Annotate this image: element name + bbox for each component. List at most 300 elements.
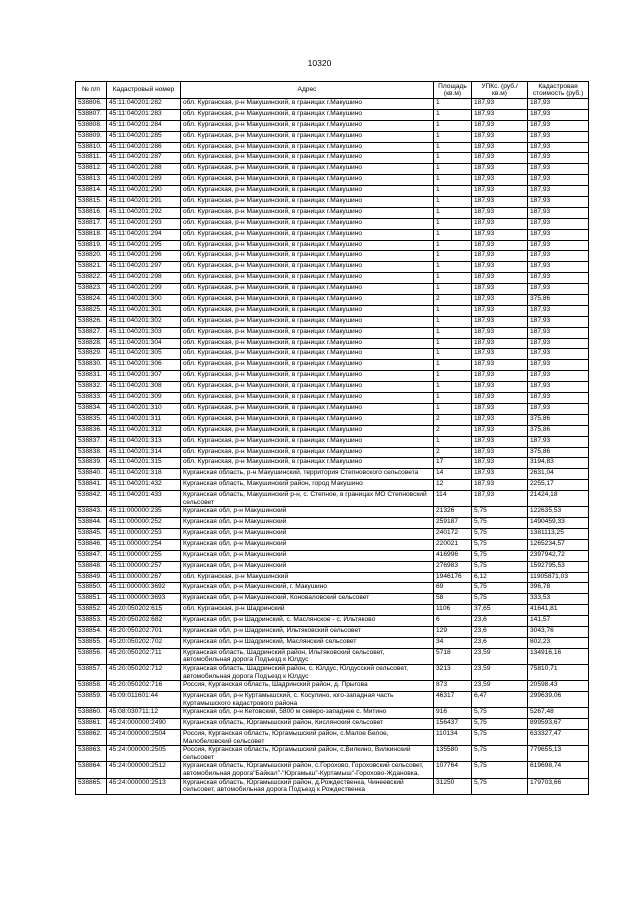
address-cell: обл. Курганская, р-н Макушинский, в границах г.Макушино xyxy=(181,273,434,284)
area-cell: 110134 xyxy=(434,730,472,746)
row-number-cell: 538855. xyxy=(76,637,107,648)
area-cell: 1 xyxy=(434,218,472,229)
address-cell: обл. Курганская, р-н Макушинский, в границах г.Макушино xyxy=(181,251,434,262)
row-number-cell: 538858. xyxy=(76,681,107,692)
row-number-cell: 538845. xyxy=(76,529,107,540)
area-cell: 873 xyxy=(434,681,472,692)
address-cell: обл. Курганская, р-н Макушинский, в границах г.Макушино xyxy=(181,207,434,218)
area-cell: 5718 xyxy=(434,648,472,664)
cadastral-number-cell: 45:11:000000:235 xyxy=(107,507,181,518)
table-row xyxy=(76,262,589,273)
upks-cell: 187,93 xyxy=(472,436,528,447)
value-cell: 619698,74 xyxy=(528,762,589,778)
address-cell: Курганская область, Юргамышский район, д.Рождественка, Чинеевский сельсовет, автомобильная дорога Подъезд к Рождественка xyxy=(181,778,434,794)
cadastral-number-cell: 45:24:000000:2490 xyxy=(107,719,181,730)
table-row xyxy=(76,746,589,762)
area-cell: 34 xyxy=(434,637,472,648)
row-number-cell: 538822. xyxy=(76,273,107,284)
table-row xyxy=(76,762,589,778)
address-cell: обл. Курганская, р-н Макушинский, в границах г.Макушино xyxy=(181,229,434,240)
area-cell: 6 xyxy=(434,616,472,627)
table-row xyxy=(76,327,589,338)
row-number-cell: 538825. xyxy=(76,305,107,316)
cadastral-number-cell: 45:11:040201:292 xyxy=(107,207,181,218)
value-cell: 187,93 xyxy=(528,360,589,371)
upks-cell: 187,93 xyxy=(472,175,528,186)
row-number-cell: 538831. xyxy=(76,371,107,382)
table-row xyxy=(76,529,589,540)
row-number-cell: 538864. xyxy=(76,762,107,778)
cadastral-number-cell: 45:24:000000:2505 xyxy=(107,746,181,762)
address-cell: Курганская область, Юргамышский район, Кислянский сельсовет xyxy=(181,719,434,730)
cadastral-number-cell: 45:20:050202:716 xyxy=(107,681,181,692)
table-row xyxy=(76,778,589,794)
header-cadastral-number: Кадастровый номер xyxy=(107,82,181,99)
page-number: 10320 xyxy=(307,58,332,68)
cadastral-number-cell: 45:11:000000:3692 xyxy=(107,583,181,594)
table-row xyxy=(76,218,589,229)
value-cell: 3043,76 xyxy=(528,627,589,638)
address-cell: обл. Курганская, р-н Макушинский, в границах г.Макушино xyxy=(181,99,434,110)
area-cell: 107764 xyxy=(434,762,472,778)
cadastral-number-cell: 45:11:000000:267 xyxy=(107,572,181,583)
value-cell: 20598,43 xyxy=(528,681,589,692)
address-cell: обл. Курганская, р-н Макушинский, в границах г.Макушино xyxy=(181,295,434,306)
value-cell: 2255,17 xyxy=(528,480,589,491)
address-cell: Курганская обл, р-н Макушинский xyxy=(181,507,434,518)
row-number-cell: 538807. xyxy=(76,109,107,120)
area-cell: 46317 xyxy=(434,692,472,708)
address-cell: обл. Курганская, р-н Макушинский xyxy=(181,572,434,583)
value-cell: 187,93 xyxy=(528,436,589,447)
value-cell: 3194,83 xyxy=(528,458,589,469)
row-number-cell: 538833. xyxy=(76,393,107,404)
row-number-cell: 538823. xyxy=(76,284,107,295)
area-cell: 240172 xyxy=(434,529,472,540)
upks-cell: 5,75 xyxy=(472,594,528,605)
address-cell: Курганская обл, р-н Шадринский, Маслянский сельсовет xyxy=(181,637,434,648)
table-row xyxy=(76,338,589,349)
address-cell: обл. Курганская, р-н Макушинский, в границах г.Макушино xyxy=(181,120,434,131)
area-cell: 69 xyxy=(434,583,472,594)
row-number-cell: 538810. xyxy=(76,142,107,153)
area-cell: 1 xyxy=(434,305,472,316)
header-number: № п/п xyxy=(76,82,107,99)
row-number-cell: 538821. xyxy=(76,262,107,273)
value-cell: 187,93 xyxy=(528,99,589,110)
area-cell: 2 xyxy=(434,425,472,436)
upks-cell: 187,93 xyxy=(472,327,528,338)
value-cell: 41641,81 xyxy=(528,605,589,616)
row-number-cell: 538813. xyxy=(76,175,107,186)
row-number-cell: 538863. xyxy=(76,746,107,762)
table-row xyxy=(76,251,589,262)
cadastral-number-cell: 45:20:050202:615 xyxy=(107,605,181,616)
upks-cell: 187,93 xyxy=(472,316,528,327)
value-cell: 187,93 xyxy=(528,262,589,273)
address-cell: Россия, Курганская область, Юргамышский район, с.Малое Белое, Малобеловский сельсовет xyxy=(181,730,434,746)
area-cell: 12 xyxy=(434,480,472,491)
value-cell: 187,93 xyxy=(528,273,589,284)
upks-cell: 187,93 xyxy=(472,480,528,491)
area-cell: 1 xyxy=(434,284,472,295)
area-cell: 259187 xyxy=(434,518,472,529)
area-cell: 3213 xyxy=(434,665,472,681)
address-cell: обл. Курганская, р-н Макушинский, в границах г.Макушино xyxy=(181,327,434,338)
table-row xyxy=(76,240,589,251)
row-number-cell: 538843. xyxy=(76,507,107,518)
cadastral-number-cell: 45:11:040201:306 xyxy=(107,360,181,371)
value-cell: 122635,53 xyxy=(528,507,589,518)
value-cell: 187,93 xyxy=(528,164,589,175)
area-cell: 17 xyxy=(434,458,472,469)
value-cell: 396,78 xyxy=(528,583,589,594)
upks-cell: 187,93 xyxy=(472,469,528,480)
value-cell: 11905871,03 xyxy=(528,572,589,583)
address-cell: Курганская обл, р-н Макушинский, г. Макушино xyxy=(181,583,434,594)
table-row xyxy=(76,186,589,197)
row-number-cell: 538814. xyxy=(76,186,107,197)
upks-cell: 5,75 xyxy=(472,561,528,572)
cadastral-number-cell: 45:24:000000:2512 xyxy=(107,762,181,778)
row-number-cell: 538860. xyxy=(76,708,107,719)
upks-cell: 187,93 xyxy=(472,131,528,142)
row-number-cell: 538846. xyxy=(76,539,107,550)
row-number-cell: 538835. xyxy=(76,414,107,425)
value-cell: 375,86 xyxy=(528,295,589,306)
table-row xyxy=(76,425,589,436)
cadastral-number-cell: 45:11:040201:296 xyxy=(107,251,181,262)
cadastral-number-cell: 45:20:050202:712 xyxy=(107,665,181,681)
area-cell: 1 xyxy=(434,436,472,447)
table-row xyxy=(76,665,589,681)
value-cell: 187,93 xyxy=(528,327,589,338)
upks-cell: 187,93 xyxy=(472,99,528,110)
value-cell: 187,93 xyxy=(528,218,589,229)
table-row xyxy=(76,305,589,316)
area-cell: 1 xyxy=(434,403,472,414)
cadastral-number-cell: 45:20:050202:711 xyxy=(107,648,181,664)
address-cell: обл. Курганская, р-н Макушинский, в границах г.Макушино xyxy=(181,142,434,153)
area-cell: 1 xyxy=(434,251,472,262)
upks-cell: 187,93 xyxy=(472,164,528,175)
value-cell: 299639,06 xyxy=(528,692,589,708)
cadastral-number-cell: 45:11:040201:432 xyxy=(107,480,181,491)
upks-cell: 187,93 xyxy=(472,240,528,251)
area-cell: 1 xyxy=(434,338,472,349)
upks-cell: 23,6 xyxy=(472,616,528,627)
area-cell: 1 xyxy=(434,316,472,327)
upks-cell: 5,75 xyxy=(472,550,528,561)
upks-cell: 5,75 xyxy=(472,730,528,746)
area-cell: 1 xyxy=(434,153,472,164)
area-cell: 1 xyxy=(434,393,472,404)
area-cell: 1 xyxy=(434,240,472,251)
value-cell: 187,93 xyxy=(528,175,589,186)
address-cell: обл. Курганская, р-н Макушинский, в границах г.Макушино xyxy=(181,262,434,273)
row-number-cell: 538829. xyxy=(76,349,107,360)
cadastral-number-cell: 45:20:050202:702 xyxy=(107,637,181,648)
row-number-cell: 538852. xyxy=(76,605,107,616)
cadastral-number-cell: 45:11:040201:314 xyxy=(107,447,181,458)
value-cell: 187,93 xyxy=(528,240,589,251)
value-cell: 2631,04 xyxy=(528,469,589,480)
cadastral-number-cell: 45:11:000000:3693 xyxy=(107,594,181,605)
area-cell: 1 xyxy=(434,229,472,240)
table-row xyxy=(76,648,589,664)
area-cell: 1 xyxy=(434,99,472,110)
cadastral-number-cell: 45:11:040201:307 xyxy=(107,371,181,382)
cadastral-number-cell: 45:11:040201:290 xyxy=(107,186,181,197)
cadastral-number-cell: 45:11:040201:315 xyxy=(107,458,181,469)
upks-cell: 5,75 xyxy=(472,778,528,794)
address-cell: обл. Курганская, р-н Макушинский, в границах г.Макушино xyxy=(181,316,434,327)
table-row xyxy=(76,436,589,447)
address-cell: обл. Курганская, р-н Макушинский, в границах г.Макушино xyxy=(181,153,434,164)
cadastral-number-cell: 45:11:040201:313 xyxy=(107,436,181,447)
table-row xyxy=(76,692,589,708)
row-number-cell: 538827. xyxy=(76,327,107,338)
upks-cell: 187,93 xyxy=(472,295,528,306)
value-cell: 179703,66 xyxy=(528,778,589,794)
table-row xyxy=(76,131,589,142)
area-cell: 1 xyxy=(434,273,472,284)
upks-cell: 5,75 xyxy=(472,746,528,762)
cadastral-number-cell: 45:11:040201:288 xyxy=(107,164,181,175)
value-cell: 187,93 xyxy=(528,251,589,262)
row-number-cell: 538812. xyxy=(76,164,107,175)
table-row xyxy=(76,583,589,594)
area-cell: 916 xyxy=(434,708,472,719)
row-number-cell: 538840. xyxy=(76,469,107,480)
value-cell: 1490459,33 xyxy=(528,518,589,529)
area-cell: 1 xyxy=(434,109,472,120)
address-cell: обл. Курганская, р-н Макушинский, в границах г.Макушино xyxy=(181,458,434,469)
row-number-cell: 538847. xyxy=(76,550,107,561)
table-row xyxy=(76,469,589,480)
address-cell: Курганская обл, р-н Кетовский, 5800 м северо-западнее с. Митино xyxy=(181,708,434,719)
cadastral-number-cell: 45:11:040201:433 xyxy=(107,491,181,507)
upks-cell: 187,93 xyxy=(472,284,528,295)
value-cell: 333,53 xyxy=(528,594,589,605)
row-number-cell: 538830. xyxy=(76,360,107,371)
table-row xyxy=(76,382,589,393)
upks-cell: 5,75 xyxy=(472,507,528,518)
upks-cell: 187,93 xyxy=(472,142,528,153)
area-cell: 31250 xyxy=(434,778,472,794)
area-cell: 220021 xyxy=(434,539,472,550)
upks-cell: 187,93 xyxy=(472,393,528,404)
address-cell: обл. Курганская, р-н Макушинский, в границах г.Макушино xyxy=(181,403,434,414)
upks-cell: 187,93 xyxy=(472,338,528,349)
table-row xyxy=(76,120,589,131)
upks-cell: 187,93 xyxy=(472,229,528,240)
row-number-cell: 538850. xyxy=(76,583,107,594)
upks-cell: 187,93 xyxy=(472,447,528,458)
value-cell: 187,93 xyxy=(528,338,589,349)
table-row xyxy=(76,480,589,491)
cadastral-number-cell: 45:11:040201:301 xyxy=(107,305,181,316)
table-row xyxy=(76,295,589,306)
area-cell: 1 xyxy=(434,207,472,218)
area-cell: 1 xyxy=(434,186,472,197)
cadastral-number-cell: 45:09:011601:44 xyxy=(107,692,181,708)
address-cell: Курганская обл, р-н Макушинский xyxy=(181,561,434,572)
row-number-cell: 538806. xyxy=(76,99,107,110)
area-cell: 1 xyxy=(434,360,472,371)
value-cell: 187,93 xyxy=(528,284,589,295)
value-cell: 375,86 xyxy=(528,414,589,425)
upks-cell: 5,75 xyxy=(472,762,528,778)
value-cell: 1381113,25 xyxy=(528,529,589,540)
address-cell: обл. Курганская, р-н Шадринский xyxy=(181,605,434,616)
upks-cell: 187,93 xyxy=(472,273,528,284)
cadastral-number-cell: 45:11:000000:252 xyxy=(107,518,181,529)
upks-cell: 187,93 xyxy=(472,414,528,425)
upks-cell: 23,6 xyxy=(472,627,528,638)
cadastral-number-cell: 45:11:040201:300 xyxy=(107,295,181,306)
cadastral-number-cell: 45:11:040201:309 xyxy=(107,393,181,404)
table-row xyxy=(76,109,589,120)
cadastral-number-cell: 45:11:040201:294 xyxy=(107,229,181,240)
address-cell: Россия, Курганская область, Шадринский район, д. Прыгова xyxy=(181,681,434,692)
upks-cell: 187,93 xyxy=(472,153,528,164)
address-cell: Курганская обл, р-н Шадринский, с. Маслянское - с. Ильтяково xyxy=(181,616,434,627)
cadastral-number-cell: 45:11:000000:253 xyxy=(107,529,181,540)
area-cell: 1 xyxy=(434,175,472,186)
cadastral-number-cell: 45:20:050202:682 xyxy=(107,616,181,627)
address-cell: обл. Курганская, р-н Макушинский, в границах г.Макушино xyxy=(181,240,434,251)
row-number-cell: 538844. xyxy=(76,518,107,529)
area-cell: 156437 xyxy=(434,719,472,730)
value-cell: 187,93 xyxy=(528,197,589,208)
upks-cell: 23,59 xyxy=(472,681,528,692)
table-row xyxy=(76,142,589,153)
row-number-cell: 538817. xyxy=(76,218,107,229)
area-cell: 14 xyxy=(434,469,472,480)
upks-cell: 5,75 xyxy=(472,518,528,529)
cadastral-table xyxy=(75,81,589,795)
row-number-cell: 538816. xyxy=(76,207,107,218)
upks-cell: 5,75 xyxy=(472,529,528,540)
value-cell: 2397942,72 xyxy=(528,550,589,561)
address-cell: обл. Курганская, р-н Макушинский, в границах г.Макушино xyxy=(181,338,434,349)
table-row xyxy=(76,164,589,175)
value-cell: 187,93 xyxy=(528,371,589,382)
upks-cell: 37,65 xyxy=(472,605,528,616)
upks-cell: 23,59 xyxy=(472,665,528,681)
address-cell: обл. Курганская, р-н Макушинский, в границах г.Макушино xyxy=(181,109,434,120)
area-cell: 1 xyxy=(434,197,472,208)
value-cell: 779655,13 xyxy=(528,746,589,762)
upks-cell: 187,93 xyxy=(472,305,528,316)
value-cell: 187,93 xyxy=(528,186,589,197)
upks-cell: 187,93 xyxy=(472,251,528,262)
cadastral-number-cell: 45:24:000000:2513 xyxy=(107,778,181,794)
row-number-cell: 538841. xyxy=(76,480,107,491)
table-row xyxy=(76,197,589,208)
value-cell: 899593,67 xyxy=(528,719,589,730)
cadastral-number-cell: 45:11:040201:318 xyxy=(107,469,181,480)
upks-cell: 187,93 xyxy=(472,360,528,371)
row-number-cell: 538828. xyxy=(76,338,107,349)
cadastral-number-cell: 45:11:040201:311 xyxy=(107,414,181,425)
upks-cell: 5,75 xyxy=(472,583,528,594)
area-cell: 1106 xyxy=(434,605,472,616)
address-cell: обл. Курганская, р-н Макушинский, в границах г.Макушино xyxy=(181,382,434,393)
value-cell: 187,93 xyxy=(528,403,589,414)
table-row xyxy=(76,447,589,458)
row-number-cell: 538832. xyxy=(76,382,107,393)
address-cell: обл. Курганская, р-н Макушинский, в границах г.Макушино xyxy=(181,425,434,436)
cadastral-number-cell: 45:11:040201:284 xyxy=(107,120,181,131)
cadastral-number-cell: 45:11:040201:302 xyxy=(107,316,181,327)
value-cell: 1265234,57 xyxy=(528,539,589,550)
row-number-cell: 538853. xyxy=(76,616,107,627)
row-number-cell: 538854. xyxy=(76,627,107,638)
address-cell: обл. Курганская, р-н Макушинский, в границах г.Макушино xyxy=(181,175,434,186)
row-number-cell: 538836. xyxy=(76,425,107,436)
header-area: Площадь (кв.м) xyxy=(434,82,472,99)
row-number-cell: 538839. xyxy=(76,458,107,469)
value-cell: 187,93 xyxy=(528,142,589,153)
cadastral-number-cell: 45:11:040201:287 xyxy=(107,153,181,164)
address-cell: Курганская область, р-н Макушинский, территория Степновского сельсовета xyxy=(181,469,434,480)
address-cell: обл. Курганская, р-н Макушинский, в границах г.Макушино xyxy=(181,436,434,447)
upks-cell: 187,93 xyxy=(472,382,528,393)
area-cell: 1 xyxy=(434,349,472,360)
table-row xyxy=(76,316,589,327)
cadastral-number-cell: 45:11:040201:305 xyxy=(107,349,181,360)
value-cell: 187,93 xyxy=(528,120,589,131)
row-number-cell: 538857. xyxy=(76,665,107,681)
cadastral-number-cell: 45:11:040201:299 xyxy=(107,284,181,295)
upks-cell: 6,12 xyxy=(472,572,528,583)
table-row xyxy=(76,507,589,518)
cadastral-number-cell: 45:11:040201:285 xyxy=(107,131,181,142)
area-cell: 416996 xyxy=(434,550,472,561)
row-number-cell: 538851. xyxy=(76,594,107,605)
cadastral-number-cell: 45:11:040201:298 xyxy=(107,273,181,284)
upks-cell: 23,59 xyxy=(472,648,528,664)
area-cell: 21326 xyxy=(434,507,472,518)
table-row xyxy=(76,605,589,616)
upks-cell: 5,75 xyxy=(472,539,528,550)
row-number-cell: 538849. xyxy=(76,572,107,583)
table-row xyxy=(76,229,589,240)
area-cell: 2 xyxy=(434,414,472,425)
upks-cell: 187,93 xyxy=(472,120,528,131)
address-cell: Курганская обл, р-н Макушинский xyxy=(181,529,434,540)
address-cell: Курганская область, Макушинский район, город Макушино xyxy=(181,480,434,491)
table-row xyxy=(76,99,589,110)
row-number-cell: 538809. xyxy=(76,131,107,142)
cadastral-number-cell: 45:11:040201:310 xyxy=(107,403,181,414)
address-cell: Курганская обл, р-н Макушинский xyxy=(181,518,434,529)
upks-cell: 23,6 xyxy=(472,637,528,648)
row-number-cell: 538862. xyxy=(76,730,107,746)
cadastral-number-cell: 45:11:000000:254 xyxy=(107,539,181,550)
value-cell: 187,93 xyxy=(528,349,589,360)
area-cell: 1 xyxy=(434,164,472,175)
header-cadastral-value: Кадастровая стоимость (руб.) xyxy=(528,82,589,99)
table-row xyxy=(76,175,589,186)
value-cell: 187,93 xyxy=(528,109,589,120)
table-row xyxy=(76,403,589,414)
cadastral-number-cell: 45:24:000000:2504 xyxy=(107,730,181,746)
row-number-cell: 538865. xyxy=(76,778,107,794)
row-number-cell: 538811. xyxy=(76,153,107,164)
